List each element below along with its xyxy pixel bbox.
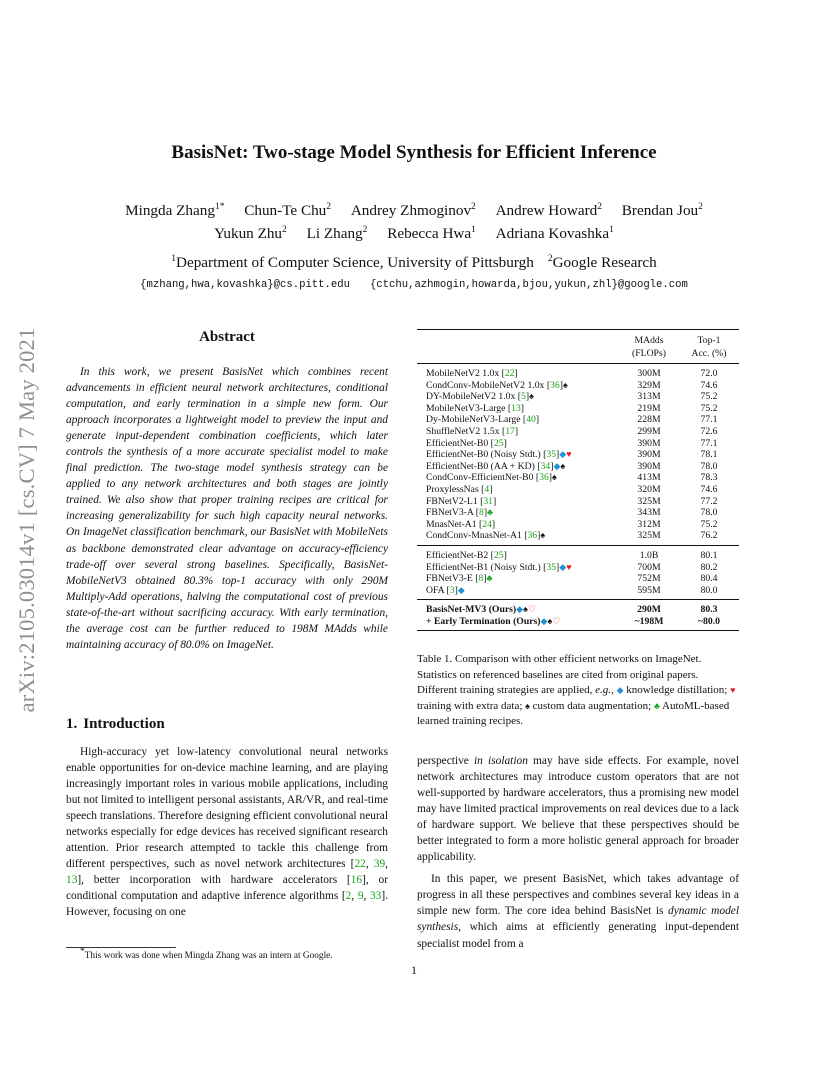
accuracy-cell: 74.6	[700, 379, 718, 391]
model-name-cell: CondConv-EfficientNet-B0 [36]♠	[426, 472, 557, 484]
madds-cell: 329M	[637, 379, 661, 391]
table-row	[417, 585, 739, 600]
authors-line-2	[0, 225, 828, 243]
emails	[0, 279, 828, 291]
table-row	[417, 484, 739, 496]
citation-link[interactable]: 34	[540, 460, 551, 472]
citation-link[interactable]: 33	[369, 890, 382, 903]
accuracy-cell: 75.2	[700, 391, 718, 403]
table-row	[417, 530, 739, 545]
madds-cell: 300M	[619, 364, 679, 380]
madds-cell: 413M	[637, 472, 661, 484]
accuracy-cell: 80.0	[700, 584, 718, 596]
author: Andrew Howard$^2$	[495, 201, 602, 219]
citation-link[interactable]: 25	[493, 437, 504, 449]
madds-cell: 228M	[637, 414, 661, 426]
accuracy-cell: 80.2	[700, 561, 718, 573]
author: Mingda Zhang$^{1*}$	[125, 201, 225, 219]
model-name-cell: FBNetV3-E [8]♣	[426, 573, 493, 585]
accuracy-cell: 74.6	[700, 483, 718, 495]
model-name-cell: EfficientNet-B0 (AA + KD) [34]◆♠	[426, 460, 566, 472]
model-name-cell: EfficientNet-B2 [25]	[417, 545, 619, 561]
citation-link[interactable]: 13	[511, 402, 521, 414]
citation-link[interactable]: 31	[483, 495, 493, 507]
model-name-cell: DY-MobileNetV2 1.0x [5]♠	[426, 391, 534, 403]
model-name-cell: BasisNet-MV3 (Ours)◆♠♡	[417, 600, 619, 616]
spade-icon: ♠	[523, 604, 528, 615]
model-name-cell: Dy-MobileNetV3-Large [40]	[426, 414, 540, 426]
column-header: MAdds	[619, 330, 679, 348]
affiliation: $^1$Department of Computer Science, University of Pittsburgh	[171, 253, 534, 271]
heart-outline-icon: ♡	[527, 604, 536, 615]
model-name-cell: FBNetV2-L1 [31]	[426, 495, 497, 507]
madds-cell: 1.0B	[619, 545, 679, 561]
table-row	[417, 545, 739, 561]
diamond-icon: ◆	[457, 584, 465, 595]
accuracy-cell: 78.3	[700, 472, 718, 484]
citation-link[interactable]: 9	[357, 890, 364, 903]
madds-cell: 299M	[637, 425, 661, 437]
table-row	[417, 562, 739, 574]
accuracy-cell: 80.4	[700, 573, 718, 585]
madds-cell: ~198M	[619, 616, 679, 631]
abstract-text: In this work, we present BasisNet which combines recent advancements in efficient neural network architectures, conditional computation, and early termination in a simple new form. Our approach incorporates a lightweight model to preview the input and generate input-dependent combination coefficients, which later controls the synthesis of a more accurate specialist model to make final prediction. The two-stage model synthesis strategy can be applied to any network architectures and both stages are jointly trained. We also show that proper training recipes are critical for increasing generalizability for such high capacity neural networks. On ImageNet classification benchmark, our BasisNet with MobileNets as backbone demonstrated clear advantage on accuracy-efficiency trade-off over several strong baselines. Specifically, BasisNet-MobileNetV3 obtained 80.3% top-1 accuracy with only 290M Multiply-Add operations, halving the computational cost of previous state-of-the-art without sacrificing accuracy. With early termination, the average cost can be further reduced to 198M MAdds while maintaining accuracy of 80.0% on ImageNet.	[66, 366, 388, 651]
club-icon: ♣	[486, 573, 493, 584]
model-name-cell: CondConv-MnasNet-A1 [36]♠	[426, 530, 546, 542]
paragraph: In this paper, we present BasisNet, which takes advantage of progress in all these perspectives and combines several key ideas in a simple new form. The core idea behind BasisNet is dynamic model synthesis, which aims at efficiently generating input-dependent specialist model from a	[417, 873, 739, 950]
accuracy-cell: 80.1	[679, 545, 739, 561]
citation-link[interactable]: 22	[354, 858, 366, 871]
footnote: *This work was done when Mingda Zhang was an intern at Google.	[80, 946, 333, 961]
model-name-cell: FBNetV3-A [8]♣	[426, 507, 493, 519]
model-name-cell: OFA [3]◆	[426, 584, 465, 596]
madds-cell: 390M	[637, 437, 661, 449]
citation-link[interactable]: 17	[505, 425, 515, 437]
table-row	[417, 472, 739, 484]
citation-link[interactable]: 3	[449, 584, 455, 596]
citation-link[interactable]: 2	[345, 890, 352, 903]
paragraph: High-accuracy yet low-latency convolutional neural networks enable opportunities for on-device machine learning, and are playing increasingly important roles in various mobile applications, including but not limited to intelligent personal assistants, AR/VR, and real-time speech translations. Therefore designing efficient convolutional neural networks especially for edge devices has received significant research attention. Prior research attempted to tackle this challenge from different perspectives, such as novel network architectures [22, 39, 13], better incorporation with hardware accelerators [16], or conditional computation and adaptive inference algorithms [2, 9, 33]. However, focusing on one	[66, 746, 389, 919]
model-name-cell: MobileNetV3-Large [13]	[426, 402, 525, 414]
diamond-icon: ◆	[516, 604, 524, 615]
madds-cell: 312M	[637, 518, 661, 530]
accuracy-cell: ~80.0	[679, 616, 739, 631]
author: Andrey Zhmoginov$^2$	[350, 201, 476, 219]
author: Adriana Kovashka$^1$	[495, 224, 614, 242]
citation-link[interactable]: 16	[350, 874, 363, 887]
right-column-text	[417, 753, 739, 952]
paper-title: BasisNet: Two-stage Model Synthesis for Efficient Inference	[171, 142, 657, 163]
author: Li Zhang$^2$	[306, 224, 368, 242]
table-row	[417, 573, 739, 585]
club-icon: ♣	[653, 700, 660, 711]
madds-cell: 219M	[637, 402, 661, 414]
accuracy-cell: 72.6	[700, 425, 718, 437]
accuracy-cell: 77.1	[700, 437, 718, 449]
heart-outline-icon: ♡	[552, 615, 561, 626]
comparison-table	[417, 329, 739, 631]
citation-link[interactable]: 25	[493, 549, 504, 561]
authors-line-1	[0, 202, 828, 220]
table-row	[417, 438, 739, 450]
madds-cell: 325M	[637, 495, 661, 507]
arxiv-stamp	[2, 280, 52, 760]
citation-link[interactable]: 35	[546, 561, 557, 573]
accuracy-cell: 75.2	[700, 402, 718, 414]
accuracy-cell: 78.0	[700, 507, 718, 519]
citation-link[interactable]: 8	[478, 573, 484, 585]
diamond-icon: ◆	[616, 685, 624, 696]
madds-cell: 752M	[637, 573, 661, 585]
diamond-icon: ◆	[559, 561, 567, 572]
madds-cell: 390M	[637, 449, 661, 461]
column-header: Acc. (%)	[691, 348, 727, 359]
table-row	[417, 507, 739, 519]
model-name-cell: + Early Termination (Ours)◆♠♡	[417, 616, 619, 631]
author: Yukun Zhu$^2$	[214, 224, 287, 242]
citation-link[interactable]: 22	[504, 368, 515, 379]
table-row	[417, 519, 739, 531]
citation-link[interactable]: 39	[373, 858, 386, 871]
table-row	[417, 380, 739, 392]
spade-icon: ♠	[540, 530, 546, 541]
section-number: 1.	[66, 716, 78, 732]
heart-icon: ♥	[730, 685, 736, 696]
heart-icon: ♥	[566, 561, 572, 572]
column-header: (FLOPs)	[632, 348, 666, 359]
diamond-icon: ◆	[559, 449, 567, 460]
table-row	[417, 461, 739, 473]
club-icon: ♣	[487, 507, 493, 518]
table-row	[417, 496, 739, 508]
citation-link[interactable]: 13	[66, 874, 78, 887]
section-heading	[66, 716, 165, 733]
citation-link[interactable]: 8	[479, 507, 484, 519]
table-caption: Table 1. Comparison with other efficient networks on ImageNet. Statistics on referenced baselines are cited from original papers. Different training strategies are applied, e.g., ◆ knowledge distillation; ♥ training with extra data; ♠ custom data augmentation; ♣ AutoML-based learned training recipes.	[417, 653, 736, 728]
spade-icon: ♠	[525, 700, 530, 711]
accuracy-cell: 77.2	[700, 495, 718, 507]
spade-icon: ♠	[560, 460, 566, 471]
author: Rebecca Hwa$^1$	[387, 224, 476, 242]
citation-link[interactable]: 36	[527, 530, 538, 542]
citation-link[interactable]: 24	[482, 518, 492, 530]
accuracy-cell: 76.2	[700, 530, 718, 542]
citation-link[interactable]: 4	[484, 483, 490, 495]
citation-link[interactable]: 40	[526, 414, 536, 426]
affiliations	[0, 254, 828, 272]
model-name-cell: EfficientNet-B0 (Noisy Stdt.) [35]◆♥	[426, 449, 572, 461]
diamond-icon: ◆	[540, 615, 548, 626]
column-header: Top-1	[679, 330, 739, 348]
accuracy-cell: 78.0	[700, 460, 718, 472]
arxiv-id: arXiv:2105.03014v1 [cs.CV] 7 May 2021	[14, 327, 39, 713]
spade-icon: ♠	[562, 379, 568, 390]
table-header-row	[417, 347, 739, 364]
accuracy-cell: 78.1	[700, 449, 718, 461]
email: {mzhang,hwa,kovashka}@cs.pitt.edu	[140, 279, 350, 291]
table-row	[417, 600, 739, 616]
model-name-cell: MobileNetV2 1.0x [22]	[417, 364, 619, 380]
affiliation: $^2$Google Research	[547, 253, 657, 271]
spade-icon: ♠	[547, 615, 553, 626]
model-name-cell: CondConv-MobileNetV2 1.0x [36]♠	[426, 379, 568, 391]
table-row	[417, 364, 739, 380]
madds-cell: 325M	[637, 530, 661, 542]
table-row	[417, 391, 739, 403]
accuracy-cell: 80.3	[679, 600, 739, 616]
page-number: 1	[411, 963, 417, 977]
madds-cell: 390M	[637, 460, 661, 472]
table-row	[417, 403, 739, 415]
paragraph: perspective in isolation may have side effects. For example, novel network architectures may introduce custom operators that are not well-supported by hardware accelerators, thus a promising new model may have limited practical improvements on real devices due to a lack of hardware support. We believe that these perspectives should be better integrated to form a more holistic general approach for broader applicability.	[417, 755, 739, 864]
model-name-cell: ShuffleNetV2 1.5x [17]	[426, 425, 519, 437]
accuracy-cell: 75.2	[700, 518, 718, 530]
table-row	[417, 426, 739, 438]
model-name-cell: ProxylessNas [4]	[426, 483, 493, 495]
madds-cell: 290M	[619, 600, 679, 616]
model-name-cell: MnasNet-A1 [24]	[426, 518, 496, 530]
intro-text	[66, 744, 388, 921]
spade-icon: ♠	[552, 472, 557, 483]
email: {ctchu,azhmogin,howarda,bjou,yukun,zhl}@google.com	[369, 279, 688, 291]
accuracy-cell: 77.1	[700, 414, 718, 426]
table-row	[417, 449, 739, 461]
accuracy-cell: 72.0	[679, 364, 739, 380]
heart-icon: ♥	[566, 449, 572, 460]
madds-cell: 313M	[637, 391, 661, 403]
citation-link[interactable]: 35	[546, 449, 557, 461]
table-row	[417, 616, 739, 631]
abstract-heading: Abstract	[199, 329, 255, 345]
section-title: Introduction	[83, 716, 165, 732]
madds-cell: 320M	[637, 483, 661, 495]
madds-cell: 700M	[637, 561, 661, 573]
citation-link[interactable]: 36	[539, 472, 549, 484]
author: Brendan Jou$^2$	[621, 201, 703, 219]
madds-cell: 343M	[637, 507, 661, 519]
model-name-cell: EfficientNet-B0 [25]	[426, 437, 507, 449]
table-row	[417, 414, 739, 426]
author: Chun-Te Chu$^2$	[244, 201, 332, 219]
model-name-cell: EfficientNet-B1 (Noisy Stdt.) [35]◆♥	[426, 561, 572, 573]
citation-link[interactable]: 36	[550, 379, 560, 391]
spade-icon: ♠	[529, 391, 534, 402]
table-header-row	[417, 330, 739, 348]
madds-cell: 595M	[637, 584, 661, 596]
diamond-icon: ◆	[553, 460, 561, 471]
citation-link[interactable]: 5	[520, 391, 526, 403]
